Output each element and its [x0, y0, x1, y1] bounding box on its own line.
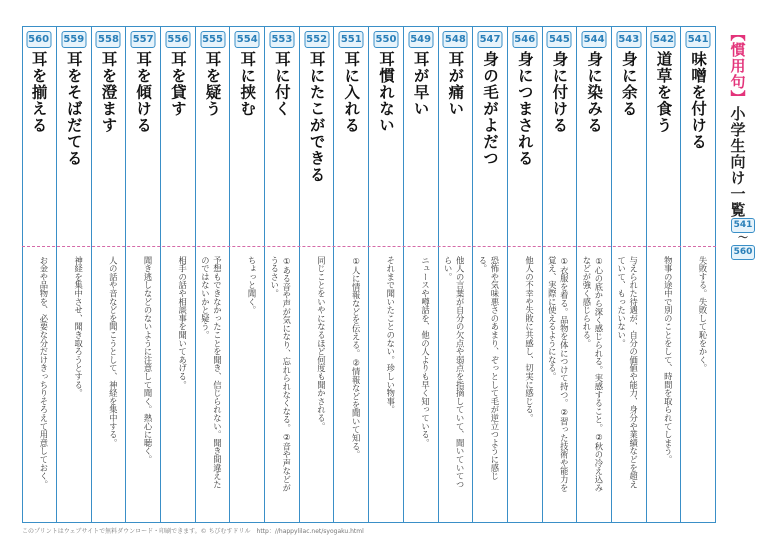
- meaning-cell: [265, 248, 299, 522]
- meaning-cell: [300, 248, 334, 522]
- idiom-meaning: ちょっと聞く。: [247, 256, 258, 315]
- meaning-cell: [161, 248, 195, 522]
- title-bracket-open: 【: [728, 26, 747, 42]
- meaning-cell: [92, 248, 126, 522]
- range-start: 541: [731, 218, 755, 233]
- meaning-cell: [196, 248, 230, 522]
- idiom-number: 547: [478, 31, 503, 48]
- idiom-meaning: ①ある音や声が気になり、忘れられなくなる。②音や声などがうるさい。: [269, 256, 292, 492]
- idiom-meaning: 同じことをいやになるほど何度も聞かされる。: [316, 256, 327, 431]
- idiom-column: [403, 27, 438, 522]
- idiom-column: [333, 27, 368, 522]
- idiom-number: 543: [616, 31, 641, 48]
- title-label: 慣用句: [728, 42, 747, 90]
- meaning-cell: [508, 248, 542, 522]
- idiom-phrase: 耳に入れる: [342, 51, 361, 134]
- range-separator: ～: [738, 233, 748, 244]
- meaning-cell: [543, 248, 577, 522]
- idiom-meaning: 神経を集中させ、聞き取ろうとする。: [73, 256, 84, 398]
- range-indicator: [731, 218, 755, 260]
- idiom-column: [56, 27, 91, 522]
- idiom-phrase: 身につまされる: [515, 51, 534, 167]
- meaning-cell: [334, 248, 368, 522]
- idiom-number: 545: [547, 31, 572, 48]
- idiom-phrase: 身に染みる: [585, 51, 604, 134]
- idiom-column: [542, 27, 577, 522]
- meaning-cell: [473, 248, 507, 522]
- meaning-cell: [126, 248, 160, 522]
- idiom-phrase: 耳を傾ける: [134, 51, 153, 134]
- idiom-column: [91, 27, 126, 522]
- idiom-meaning: お金や品物を、必要な分だけきっちりそろえて用意しておく。: [38, 256, 49, 489]
- idiom-phrase: 耳に付く: [272, 51, 291, 117]
- idiom-number: 551: [339, 31, 364, 48]
- page-title: [728, 26, 749, 218]
- idiom-column: [507, 27, 542, 522]
- idiom-number: 541: [686, 31, 711, 48]
- idiom-column: [229, 27, 264, 522]
- idiom-meaning: 他人の不幸や失敗に共感し、切実に感じる。: [524, 256, 535, 422]
- idiom-column: [472, 27, 507, 522]
- idiom-meaning: 人の話や音などを聞こうとして、神経を集中する。: [108, 256, 119, 447]
- idiom-phrase: 耳を疑う: [203, 51, 222, 117]
- idiom-column: [368, 27, 403, 522]
- meaning-cell: [369, 248, 403, 522]
- meaning-cell: [439, 248, 473, 522]
- idiom-number: 550: [373, 31, 398, 48]
- idiom-meaning: 物事の途中で別のことをして、時間を取られてしまう。: [663, 256, 674, 464]
- title-bracket-close: 】: [728, 90, 747, 106]
- idiom-meaning: 他人の言葉が自分の欠点や弱点を指摘していて、聞いていてつらい。: [443, 256, 466, 489]
- idiom-phrase: 耳をそばだてる: [64, 51, 83, 167]
- idiom-phrase: 耳に挟む: [238, 51, 257, 117]
- idiom-column: [299, 27, 334, 522]
- idiom-number: 544: [582, 31, 607, 48]
- idiom-meaning: ①人に情報などを伝える。②情報などを聞いて知る。: [351, 256, 362, 459]
- range-end: 560: [731, 245, 755, 260]
- idiom-number: 553: [269, 31, 294, 48]
- meaning-cell: [647, 248, 681, 522]
- idiom-phrase: 耳を澄ます: [99, 51, 118, 134]
- idiom-column: [21, 27, 56, 522]
- idiom-number: 554: [235, 31, 260, 48]
- idiom-phrase: 身の毛がよだつ: [481, 51, 500, 167]
- footer-note: このプリントはウェブサイトで無料ダウンロード・印刷できます。© ちびむすドリル http：//happylilac.net/syogaku.html: [22, 528, 364, 535]
- idiom-column: [195, 27, 230, 522]
- idiom-phrase: 耳を揃える: [29, 51, 48, 134]
- idiom-meaning: 与えられた待遇が、自分の価値や能力、身分や業績などを超えていて、もったいない。: [616, 256, 639, 489]
- meaning-cell: [404, 248, 438, 522]
- idiom-table: [22, 26, 716, 523]
- idiom-column: [125, 27, 160, 522]
- idiom-number: 542: [651, 31, 676, 48]
- idiom-phrase: 耳を貸す: [168, 51, 187, 117]
- meaning-cell: [21, 248, 56, 522]
- idiom-phrase: 耳が痛い: [446, 51, 465, 117]
- idiom-phrase: 味噌を付ける: [689, 51, 708, 150]
- title-subtitle: 小学生向け一覧: [728, 106, 747, 218]
- idiom-meaning: ①衣服を着る。品物を体につけて持つ。②習った技術や能力を覚え、実際に使えるようになる。: [547, 256, 570, 492]
- idiom-phrase: 耳にたこができる: [307, 51, 326, 183]
- idiom-column: [438, 27, 473, 522]
- meaning-cell: [612, 248, 646, 522]
- idiom-meaning: ニュースや噂話を、他の人よりも早く知っている。: [420, 256, 431, 447]
- idiom-phrase: 耳慣れない: [376, 51, 395, 134]
- idiom-number: 557: [131, 31, 156, 48]
- idiom-meaning: それまで聞いたことのない。珍しい物事。: [385, 256, 396, 414]
- idiom-number: 552: [304, 31, 329, 48]
- idiom-meaning: 予想もできなかったことを聞き、信じられない。聞き間違えたのではないかと疑う。: [200, 256, 223, 489]
- idiom-number: 556: [165, 31, 190, 48]
- idiom-phrase: 身に付ける: [550, 51, 569, 134]
- idiom-phrase: 道草を食う: [654, 51, 673, 134]
- idiom-meaning: 恐怖や気味悪さのあまり、ぞっとして毛が逆立つように感じる。: [477, 256, 500, 481]
- idiom-column: [264, 27, 299, 522]
- idiom-meaning: ①心の底から深く感じられる。実感すること。②秋の冷え込みなどが強く感じられる。: [581, 256, 604, 492]
- idiom-phrase: 耳が早い: [411, 51, 430, 117]
- meaning-cell: [681, 248, 715, 522]
- idiom-column: [160, 27, 195, 522]
- idiom-number: 560: [26, 31, 51, 48]
- idiom-column: [680, 27, 715, 522]
- idiom-number: 548: [443, 31, 468, 48]
- idiom-number: 546: [512, 31, 537, 48]
- idiom-column: [646, 27, 681, 522]
- idiom-phrase: 身に余る: [619, 51, 638, 117]
- idiom-column: [576, 27, 611, 522]
- meaning-cell: [57, 248, 91, 522]
- title-column: [718, 26, 758, 346]
- idiom-column: [611, 27, 646, 522]
- idiom-meaning: 相手の話や相談事を聞いてあげる。: [177, 256, 188, 389]
- idiom-meaning: 聞き逃しなどのないように注意して聞く。熱心に聴く。: [143, 256, 153, 464]
- idiom-meaning: 失敗する。失敗して恥をかく。: [698, 256, 708, 373]
- idiom-number: 555: [200, 31, 225, 48]
- idiom-number: 558: [96, 31, 121, 48]
- idiom-number: 559: [61, 31, 86, 48]
- section-divider: [22, 246, 716, 247]
- meaning-cell: [577, 248, 611, 522]
- meaning-cell: [230, 248, 264, 522]
- idiom-number: 549: [408, 31, 433, 48]
